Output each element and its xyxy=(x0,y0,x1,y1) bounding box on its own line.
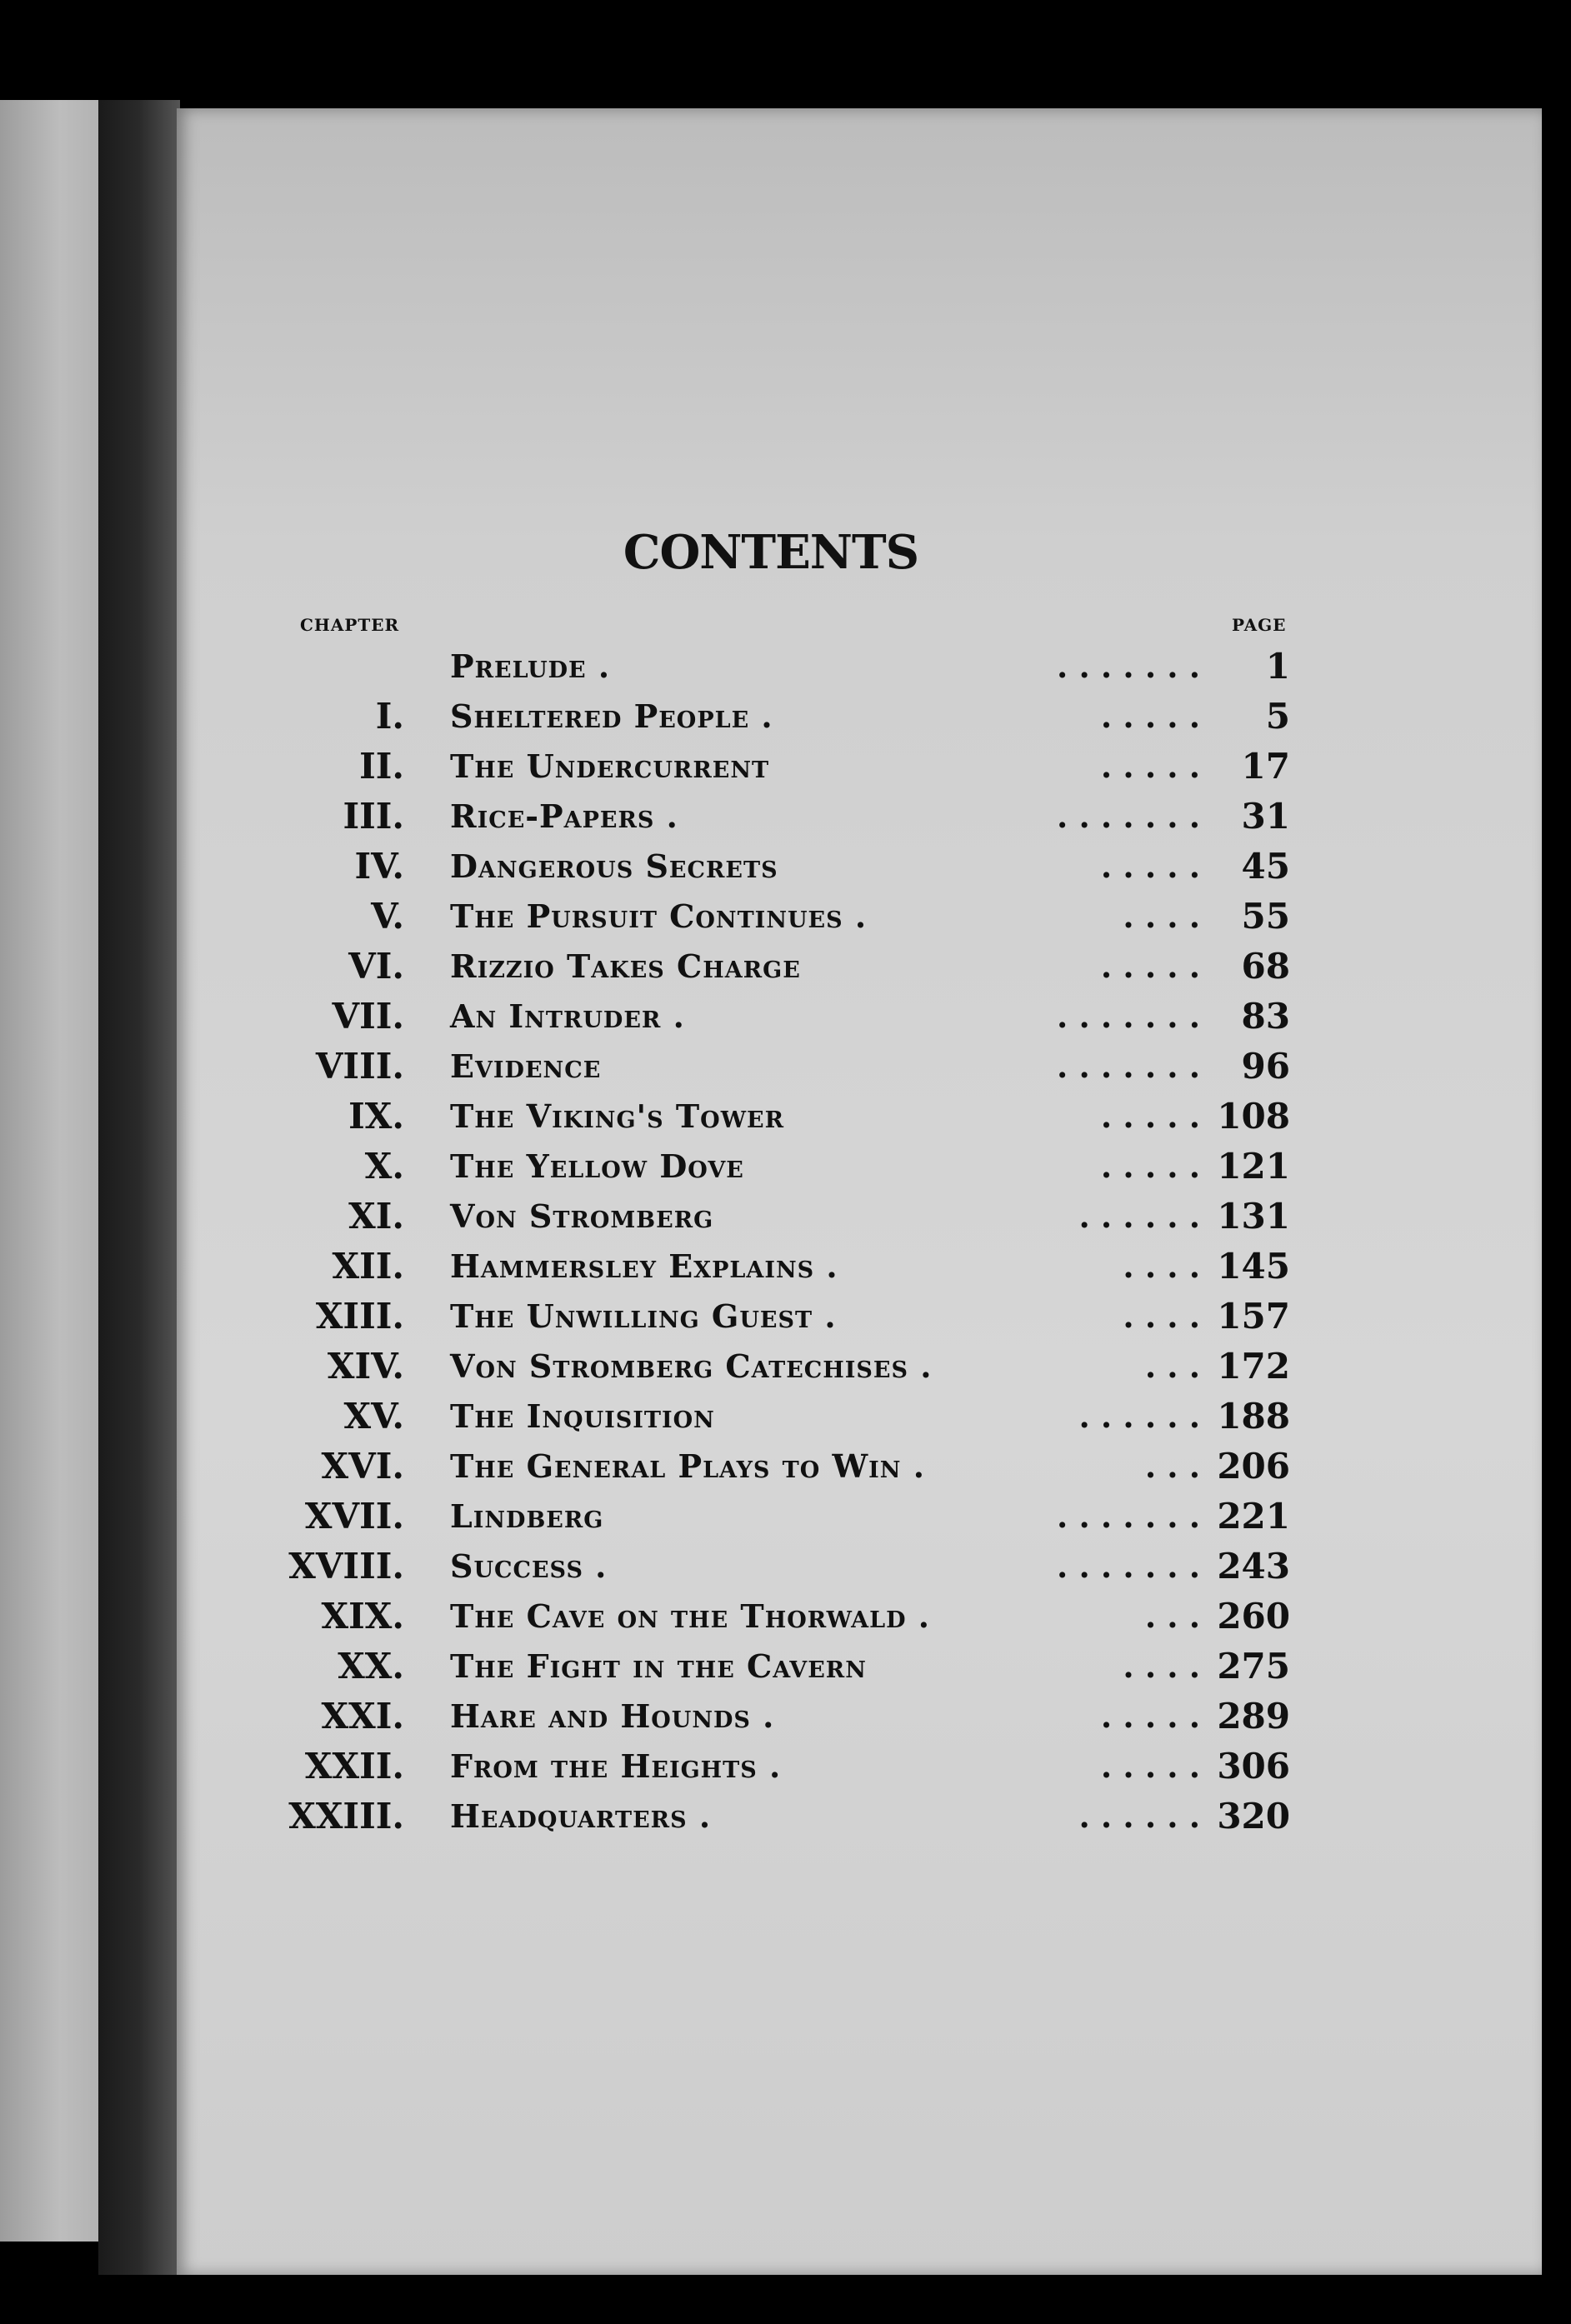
chapter-number: III. xyxy=(343,796,404,837)
page-number: 260 xyxy=(1217,1596,1290,1637)
chapter-title: Dangerous Secrets xyxy=(450,847,778,885)
dot-leader: . . . . . . xyxy=(1078,1797,1200,1835)
contents-entry xyxy=(0,1242,1571,1292)
dot-leader: . . . . . . . xyxy=(1057,1497,1200,1535)
page-number: 145 xyxy=(1217,1246,1290,1287)
chapter-number: XI. xyxy=(348,1196,404,1237)
chapter-number: XXIII. xyxy=(288,1796,404,1837)
chapter-title: Hammersley Explains . xyxy=(450,1247,838,1285)
contents-entry xyxy=(0,1342,1571,1392)
page-number: 17 xyxy=(1241,746,1290,787)
page-number: 96 xyxy=(1241,1046,1290,1087)
dot-leader: . . . xyxy=(1144,1347,1200,1385)
chapter-title: The Fight in the Cavern xyxy=(450,1647,867,1685)
chapter-title: The Yellow Dove xyxy=(450,1147,744,1185)
contents-entry xyxy=(0,842,1571,892)
chapter-number: VI. xyxy=(348,946,404,987)
dot-leader: . . . . . xyxy=(1100,847,1200,885)
page-number: 108 xyxy=(1217,1096,1290,1137)
contents-entry xyxy=(0,892,1571,942)
page-number: 83 xyxy=(1241,996,1290,1037)
chapter-title: Headquarters . xyxy=(450,1797,712,1835)
chapter-number: XVIII. xyxy=(288,1546,404,1587)
chapter-title: Rice-Papers . xyxy=(450,797,678,835)
contents-entry xyxy=(0,942,1571,992)
dot-leader: . . . . . . . xyxy=(1057,1047,1200,1085)
contents-entry xyxy=(0,742,1571,792)
chapter-number: II. xyxy=(359,746,404,787)
contents-entry xyxy=(0,1692,1571,1742)
dot-leader: . . . . . . . xyxy=(1057,1547,1200,1585)
chapter-title: Hare and Hounds . xyxy=(450,1697,775,1735)
page-number: 289 xyxy=(1217,1696,1290,1737)
dot-leader: . . . . xyxy=(1123,1647,1200,1685)
contents-entry xyxy=(0,1042,1571,1092)
page-number: 306 xyxy=(1217,1746,1290,1787)
chapter-title: The Cave on the Thorwald . xyxy=(450,1597,930,1635)
dot-leader: . . . . . xyxy=(1100,697,1200,735)
contents-entry xyxy=(0,1492,1571,1542)
dot-leader: . . . . . xyxy=(1100,947,1200,985)
chapter-number: VII. xyxy=(332,996,404,1037)
contents-entry xyxy=(0,1292,1571,1342)
contents-entry xyxy=(0,1592,1571,1642)
contents-entry xyxy=(0,1442,1571,1492)
chapter-title: The Pursuit Continues . xyxy=(450,897,868,935)
chapter-title: Von Stromberg xyxy=(450,1197,714,1235)
chapter-title: Lindberg xyxy=(450,1497,604,1535)
dot-leader: . . . . . . . xyxy=(1057,647,1200,685)
chapter-title: The Undercurrent xyxy=(450,747,770,785)
dot-leader: . . . . . . xyxy=(1078,1197,1200,1235)
chapter-number: IX. xyxy=(348,1096,404,1137)
page-number: 131 xyxy=(1217,1196,1290,1237)
page-number: 221 xyxy=(1217,1496,1290,1537)
dot-leader: . . . . xyxy=(1123,1247,1200,1285)
page-number: 45 xyxy=(1241,846,1290,887)
dot-leader: . . . . xyxy=(1123,1297,1200,1335)
dot-leader: . . . . . xyxy=(1100,1747,1200,1785)
contents-entry xyxy=(0,1542,1571,1592)
chapter-number: XX. xyxy=(338,1646,404,1687)
page-number: 5 xyxy=(1265,696,1290,737)
chapter-number: IV. xyxy=(354,846,404,887)
contents-entry xyxy=(0,992,1571,1042)
page-number: 31 xyxy=(1241,796,1290,837)
page-number: 243 xyxy=(1217,1546,1290,1587)
chapter-column-header: CHAPTER xyxy=(300,615,400,635)
dot-leader: . . . . . xyxy=(1100,747,1200,785)
chapter-number: XIX. xyxy=(321,1596,404,1637)
page-column-header: PAGE xyxy=(1232,615,1287,635)
chapter-number: VIII. xyxy=(315,1046,404,1087)
dot-leader: . . . . . . . xyxy=(1057,797,1200,835)
contents-entry xyxy=(0,1192,1571,1242)
contents-entry xyxy=(0,1742,1571,1792)
contents-entry xyxy=(0,642,1571,692)
dot-leader: . . . xyxy=(1144,1597,1200,1635)
chapter-number: XIII. xyxy=(315,1296,404,1337)
contents-heading: CONTENTS xyxy=(623,525,919,580)
contents-entry xyxy=(0,1092,1571,1142)
chapter-title: Rizzio Takes Charge xyxy=(450,947,801,985)
dot-leader: . . . . . xyxy=(1100,1697,1200,1735)
chapter-title: The Unwilling Guest . xyxy=(450,1297,837,1335)
page-number: 188 xyxy=(1217,1396,1290,1437)
chapter-title: An Intruder . xyxy=(450,997,685,1035)
dot-leader: . . . . . . xyxy=(1078,1397,1200,1435)
page-number: 320 xyxy=(1217,1796,1290,1837)
page-number: 1 xyxy=(1265,646,1290,687)
chapter-title: From the Heights . xyxy=(450,1747,782,1785)
page-number: 68 xyxy=(1241,946,1290,987)
chapter-number: V. xyxy=(371,896,404,937)
dot-leader: . . . xyxy=(1144,1447,1200,1485)
chapter-number: X. xyxy=(364,1146,404,1187)
contents-entry xyxy=(0,1792,1571,1842)
chapter-number: XXI. xyxy=(321,1696,404,1737)
chapter-title: Success . xyxy=(450,1547,608,1585)
chapter-number: I. xyxy=(375,696,404,737)
chapter-title: Von Stromberg Catechises . xyxy=(450,1347,933,1385)
page-number: 121 xyxy=(1217,1146,1290,1187)
dot-leader: . . . . . . . xyxy=(1057,997,1200,1035)
dot-leader: . . . . . xyxy=(1100,1147,1200,1185)
contents-entry xyxy=(0,792,1571,842)
chapter-title: The Inquisition xyxy=(450,1397,715,1435)
chapter-title: Evidence xyxy=(450,1047,602,1085)
dot-leader: . . . . . xyxy=(1100,1097,1200,1135)
dot-leader: . . . . xyxy=(1123,897,1200,935)
chapter-title: Prelude . xyxy=(450,647,611,685)
page-number: 172 xyxy=(1217,1346,1290,1387)
chapter-title: The Viking's Tower xyxy=(450,1097,785,1135)
contents-entry xyxy=(0,1392,1571,1442)
chapter-number: XVII. xyxy=(304,1496,404,1537)
chapter-title: The General Plays to Win . xyxy=(450,1447,925,1485)
chapter-number: XVI. xyxy=(321,1446,404,1487)
page-number: 157 xyxy=(1217,1296,1290,1337)
chapter-number: XXII. xyxy=(304,1746,404,1787)
chapter-number: XIV. xyxy=(327,1346,404,1387)
page-number: 275 xyxy=(1217,1646,1290,1687)
contents-entry xyxy=(0,1642,1571,1692)
chapter-number: XII. xyxy=(332,1246,404,1287)
chapter-title: Sheltered People . xyxy=(450,697,773,735)
page-number: 206 xyxy=(1217,1446,1290,1487)
page-number: 55 xyxy=(1241,896,1290,937)
chapter-number: XV. xyxy=(343,1396,404,1437)
contents-entry xyxy=(0,692,1571,742)
contents-entry xyxy=(0,1142,1571,1192)
